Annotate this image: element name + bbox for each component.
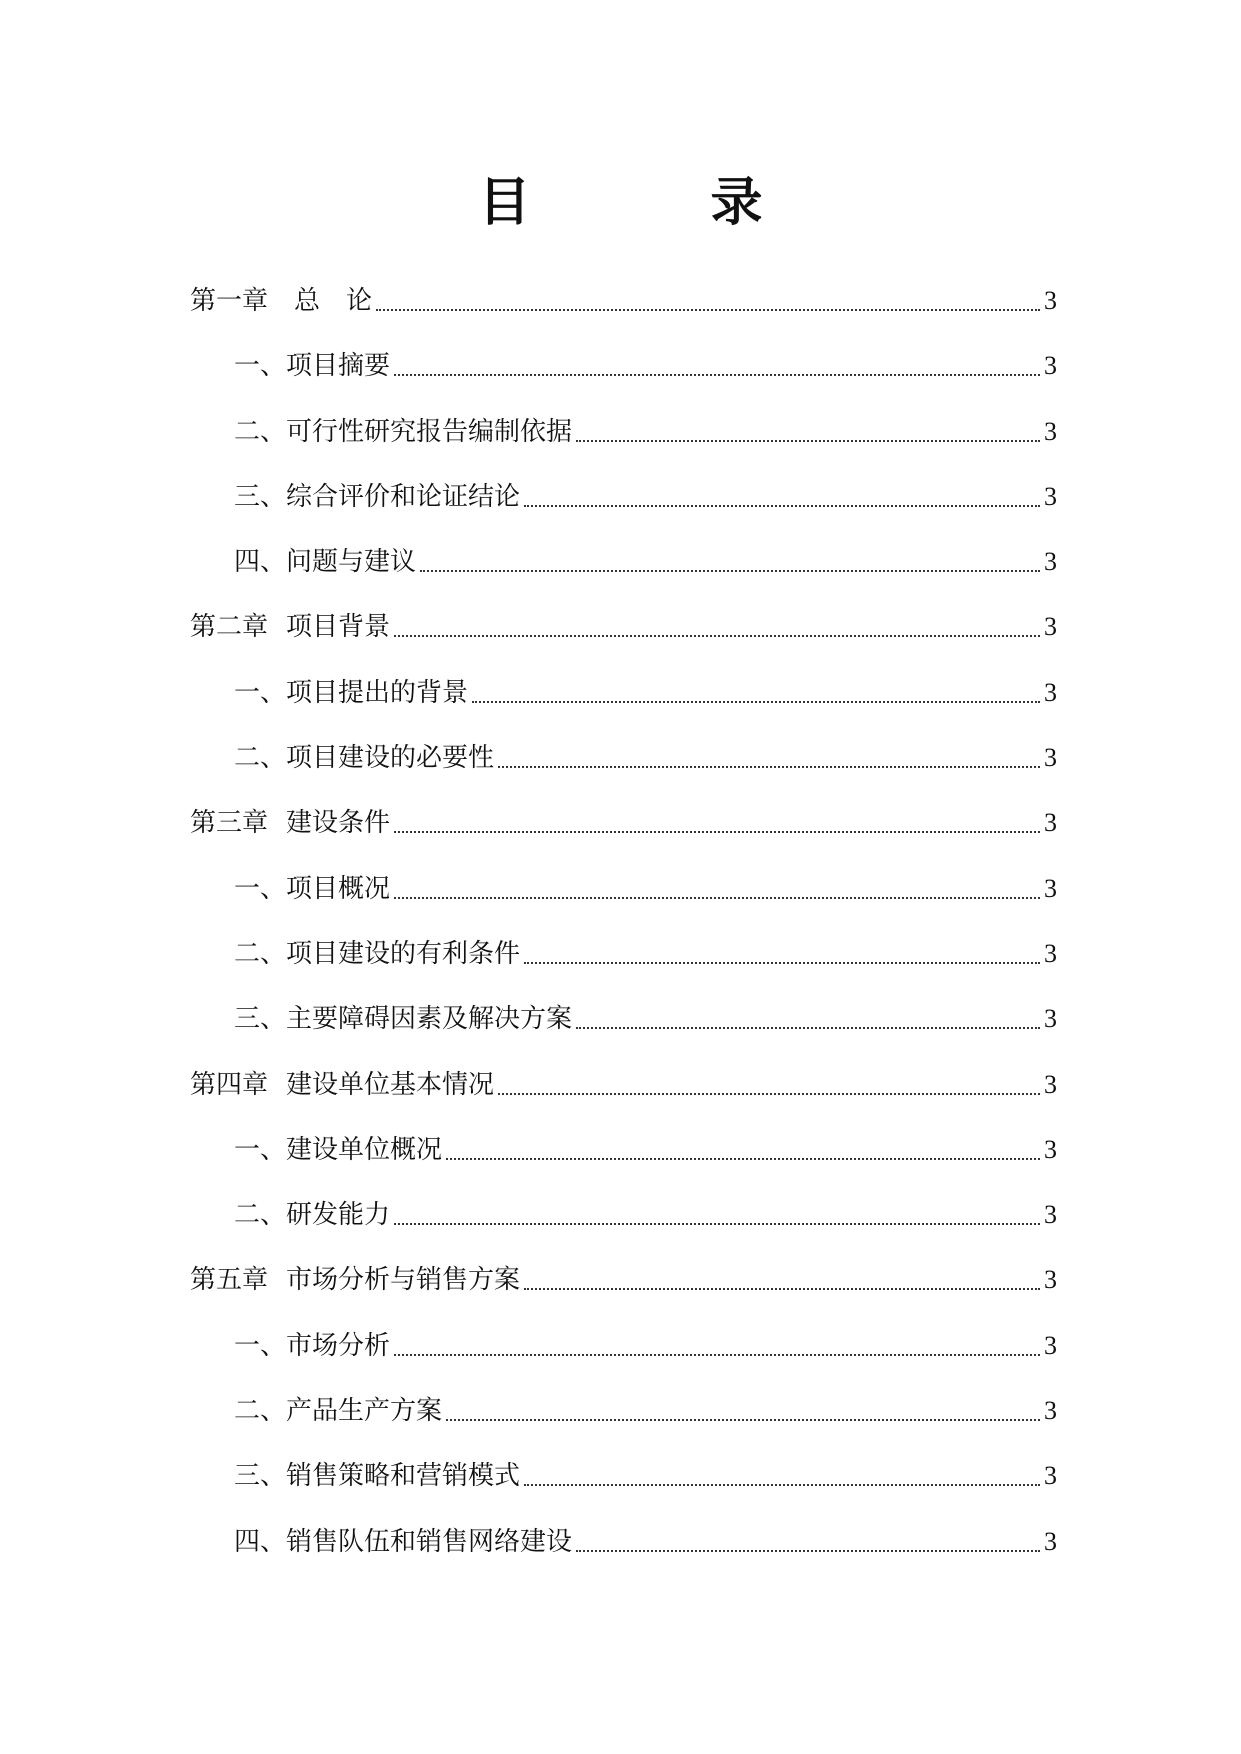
toc-dot-leader	[420, 546, 1040, 572]
toc-entry-title: 可行性研究报告编制依据	[286, 416, 573, 447]
toc-entry-page: 3	[1044, 1526, 1057, 1556]
page-title: 目录	[478, 173, 943, 233]
toc-entry-title: 销售策略和营销模式	[286, 1461, 521, 1492]
toc-entry-page: 3	[1044, 547, 1057, 577]
toc-dot-leader	[524, 938, 1040, 964]
toc-entry-number: 一、	[234, 873, 287, 904]
toc-entry-page: 3	[1044, 481, 1057, 511]
toc-entry-number: 一、	[234, 677, 287, 708]
toc-entry-number: 三、	[234, 1004, 287, 1035]
toc-entry[interactable]	[190, 742, 1057, 807]
toc-entry-title: 项目建设的有利条件	[286, 938, 521, 969]
toc-dot-leader	[576, 1003, 1040, 1029]
toc-entry[interactable]	[190, 481, 1057, 546]
toc-entry-page: 3	[1044, 351, 1057, 381]
toc-entry[interactable]	[190, 285, 1057, 350]
toc-dot-leader	[376, 285, 1040, 311]
toc-entry[interactable]	[190, 546, 1057, 611]
toc-dot-leader	[394, 807, 1040, 833]
toc-dot-leader	[446, 1134, 1040, 1160]
toc-entry-number: 三、	[234, 481, 287, 512]
toc-entry-number: 二、	[234, 1200, 287, 1231]
toc-entry[interactable]	[190, 938, 1057, 1003]
toc-entry-number: 一、	[234, 351, 287, 382]
table-of-contents	[190, 285, 1057, 1591]
toc-entry-page: 3	[1044, 873, 1057, 903]
toc-entry-title: 主要障碍因素及解决方案	[286, 1004, 573, 1035]
toc-entry[interactable]	[190, 1264, 1057, 1329]
toc-dot-leader	[524, 481, 1040, 507]
toc-entry-number: 一、	[234, 1330, 287, 1361]
toc-dot-leader	[576, 416, 1040, 442]
toc-entry-number: 四、	[234, 547, 287, 578]
toc-entry-title: 市场分析	[286, 1330, 391, 1361]
toc-entry-title: 项目提出的背景	[286, 677, 469, 708]
toc-entry[interactable]	[190, 416, 1057, 481]
toc-entry-number: 四、	[234, 1526, 287, 1557]
toc-dot-leader	[524, 1460, 1040, 1486]
toc-entry[interactable]	[190, 1330, 1057, 1395]
toc-entry-page: 3	[1044, 1134, 1057, 1164]
toc-entry-number: 第三章	[190, 808, 269, 839]
toc-dot-leader	[394, 611, 1040, 637]
toc-dot-leader	[498, 742, 1040, 768]
toc-entry-page: 3	[1044, 416, 1057, 446]
toc-entry[interactable]	[190, 1003, 1057, 1068]
toc-entry[interactable]	[190, 1460, 1057, 1525]
toc-entry-page: 3	[1044, 286, 1057, 315]
toc-entry-title: 建设单位概况	[286, 1134, 443, 1165]
toc-entry-title: 总 论	[294, 286, 373, 316]
toc-entry-title: 产品生产方案	[286, 1396, 443, 1427]
toc-dot-leader	[394, 1330, 1040, 1356]
toc-entry-page: 3	[1044, 1330, 1057, 1360]
toc-entry-title: 研发能力	[286, 1200, 391, 1231]
toc-entry-number: 第四章	[190, 1069, 269, 1100]
toc-entry[interactable]	[190, 1199, 1057, 1264]
toc-dot-leader	[576, 1526, 1040, 1552]
toc-entry-title: 问题与建议	[286, 547, 417, 578]
toc-entry-number: 一、	[234, 1134, 287, 1165]
toc-entry[interactable]	[190, 807, 1057, 872]
toc-entry-title: 建设单位基本情况	[286, 1069, 495, 1100]
toc-entry[interactable]	[190, 677, 1057, 742]
toc-entry[interactable]	[190, 1069, 1057, 1134]
toc-dot-leader	[472, 677, 1040, 703]
toc-dot-leader	[394, 1199, 1040, 1225]
toc-dot-leader	[394, 350, 1040, 376]
toc-entry-number: 第一章	[190, 286, 269, 316]
toc-entry-title: 综合评价和论证结论	[286, 481, 521, 512]
toc-entry[interactable]	[190, 350, 1057, 415]
toc-entry-number: 二、	[234, 416, 287, 447]
toc-entry-page: 3	[1044, 1396, 1057, 1426]
toc-entry-number: 三、	[234, 1461, 287, 1492]
toc-entry-page: 3	[1044, 1200, 1057, 1230]
toc-entry-page: 3	[1044, 808, 1057, 838]
toc-dot-leader	[498, 1069, 1040, 1095]
toc-entry[interactable]	[190, 611, 1057, 676]
toc-entry-page: 3	[1044, 677, 1057, 707]
toc-entry[interactable]	[190, 1526, 1057, 1591]
toc-entry-number: 第二章	[190, 612, 269, 643]
toc-entry-title: 市场分析与销售方案	[286, 1265, 521, 1296]
toc-entry-page: 3	[1044, 743, 1057, 773]
toc-entry-number: 第五章	[190, 1265, 269, 1296]
toc-entry[interactable]	[190, 873, 1057, 938]
toc-entry-title: 建设条件	[286, 808, 391, 839]
toc-entry-number: 二、	[234, 1396, 287, 1427]
toc-entry-title: 销售队伍和销售网络建设	[286, 1526, 573, 1557]
toc-entry-title: 项目建设的必要性	[286, 743, 495, 774]
toc-dot-leader	[524, 1264, 1040, 1290]
toc-entry[interactable]	[190, 1395, 1057, 1460]
toc-entry-page: 3	[1044, 1265, 1057, 1295]
toc-entry-page: 3	[1044, 1069, 1057, 1099]
toc-entry-page: 3	[1044, 1461, 1057, 1491]
toc-dot-leader	[394, 873, 1040, 899]
toc-entry-page: 3	[1044, 938, 1057, 968]
toc-entry[interactable]	[190, 1134, 1057, 1199]
toc-dot-leader	[446, 1395, 1040, 1421]
toc-entry-number: 二、	[234, 938, 287, 969]
toc-entry-title: 项目摘要	[286, 351, 391, 382]
toc-entry-number: 二、	[234, 743, 287, 774]
toc-entry-page: 3	[1044, 612, 1057, 642]
toc-entry-title: 项目概况	[286, 873, 391, 904]
toc-entry-page: 3	[1044, 1004, 1057, 1034]
toc-entry-title: 项目背景	[286, 612, 391, 643]
